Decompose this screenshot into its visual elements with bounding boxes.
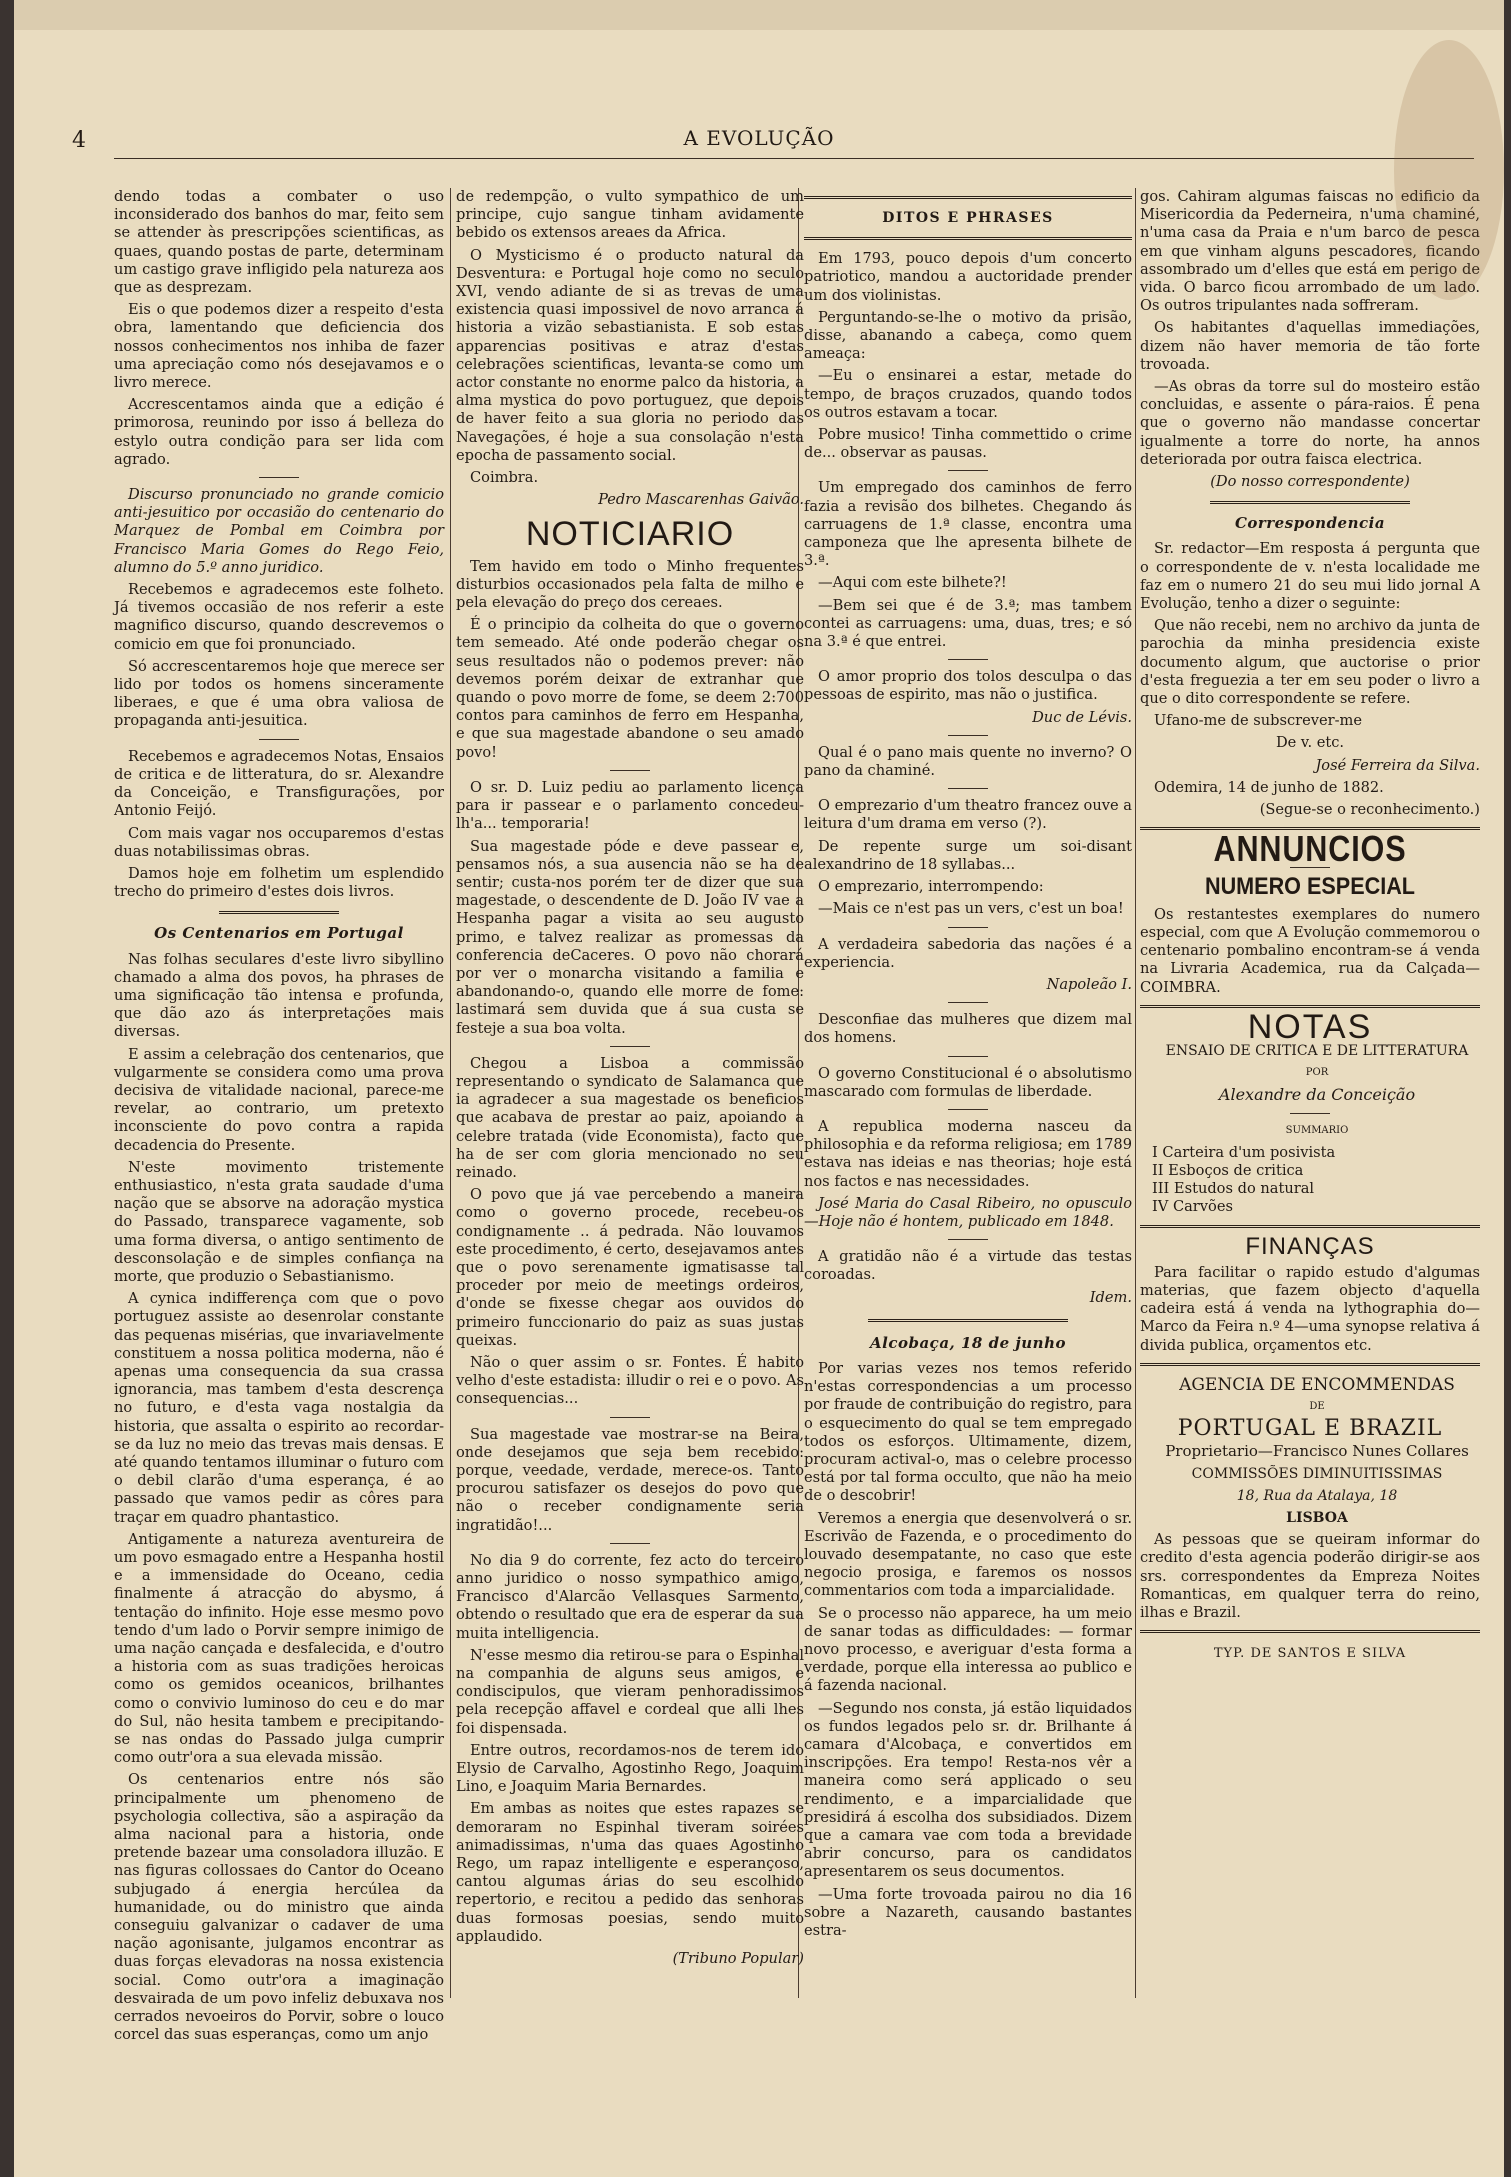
- place: Coimbra.: [470, 469, 539, 487]
- list-item: II Esboços de critica: [1152, 1161, 1304, 1179]
- attribution: Duc de Lévis.: [1032, 708, 1132, 726]
- separator: [948, 788, 988, 789]
- anecdote: O emprezario d'um theatro francez ouve a leitura d'um drama em verso (?).: [804, 797, 1132, 833]
- ad-text: ENSAIO DE CRITICA E DE LITTERATURA: [1165, 1042, 1469, 1059]
- separator: [948, 659, 988, 660]
- source: (Do nosso correspondente): [1210, 473, 1410, 491]
- separator: [948, 1002, 988, 1003]
- separator: [1140, 1630, 1480, 1633]
- anecdote: A gratidão não é a virtude das testas coroadas.: [804, 1248, 1132, 1284]
- paragraph: —As obras da torre sul do mosteiro estão concluidas, e assente o pára-raios. É pena que o governo não mandasse concertar igualmente a torre do norte, ha annos deteriorada por outra faisca electrica.: [1140, 378, 1480, 468]
- page-number: 4: [72, 128, 86, 153]
- separator: [948, 735, 988, 736]
- paragraph: Os habitantes d'aquellas immediações, dizem não haver memoria de tão forte trovoada.: [1140, 319, 1480, 373]
- anecdote: Perguntando-se-lhe o motivo da prisão, disse, abanando a cabeça, como quem ameaça:: [804, 308, 1132, 363]
- signature: José Ferreira da Silva.: [1315, 756, 1480, 774]
- newspaper-page: [14, 0, 1504, 2177]
- source: (Tribuno Popular): [672, 1950, 804, 1968]
- paragraph: Damos hoje em folhetim um esplendido trecho do primeiro d'estes dois livros.: [114, 864, 444, 901]
- paragraph: Recebemos e agradecemos Notas, Ensaios de critica e de litteratura, do sr. Alexandre da Conceição, e Transfigurações, por Antonio Feijó.: [114, 747, 444, 820]
- ad-text: As pessoas que se queiram informar do credito d'esta agencia poderão dirigir-se aos srs. correspondentes da Empreza Noites Romanticas, em qualquer terra do reino, ilhas e Brazil.: [1140, 1531, 1480, 1621]
- separator: [804, 196, 1132, 199]
- paragraph: Odemira, 14 de junho de 1882.: [1154, 778, 1384, 796]
- column-2: [456, 188, 804, 1972]
- separator: [1140, 1363, 1480, 1366]
- separator: [948, 1239, 988, 1240]
- separator: [868, 1319, 1068, 1322]
- column-divider: [1135, 188, 1136, 1998]
- separator: [610, 1543, 650, 1544]
- printer-imprint: TYP. DE SANTOS E SILVA: [1213, 1646, 1407, 1662]
- news-item: No dia 9 do corrente, fez acto do terceiro anno juridico o nosso sympathico amigo, Francisco d'Alarcão Vellasques Sarmento, obtendo o resultado que era de esperar da sua muita intelligencia.: [456, 1551, 804, 1642]
- masthead: A EVOLUÇÃO: [683, 126, 835, 150]
- news-item: Entre outros, recordamos-nos de terem ido Elysio de Carvalho, Agostinho Rego, Joaquim Lino, e Joaquim Maria Bernardes.: [456, 1741, 804, 1796]
- paragraph: —Segundo nos consta, já estão liquidados os fundos legados pelo sr. dr. Brilhante á camara d'Alcobaça, e convertidos em inscripções. Era tempo! Resta-nos vêr a maneira como será applicado o seu rendimento, e a imparcialidade que presidirá á escolha dos subsidiados. Dizem que a camara vae com toda a brevidade abrir concurso, para os candidatos apresentarem os seus documentos.: [804, 1699, 1132, 1881]
- paragraph: gos. Cahiram algumas faiscas no edificio da Misericordia da Pederneira, n'uma chaminé, n'uma casa da Praia e n'um barco de pesca em que vinham alguns pescadores, ficando assombrado um d'elles que está em perigo de vida. O barco ficou arrombado de um lado. Os outros tripulantes nada soffreram.: [1140, 188, 1480, 315]
- ad-text: LISBOA: [1286, 1509, 1348, 1526]
- ad-title: NOTAS: [1247, 1007, 1373, 1046]
- list-item: IV Carvões: [1152, 1198, 1233, 1216]
- ad-text: 18, Rua da Atalaya, 18: [1236, 1487, 1398, 1504]
- news-item: Chegou a Lisboa a commissão representando o syndicato de Salamanca que ia agradecer a sua magestade os beneficios que acabava de prestar ao paiz, apoiando a celebre tratada (vide Economista), facto que ha de ser com gloria mencionado no seu reinado.: [456, 1054, 804, 1181]
- separator: [948, 470, 988, 471]
- section-title: ANNUNCIOS: [1213, 828, 1407, 870]
- paragraph: Antigamente a natureza aventureira de um povo esmagado entre a Hespanha hostil e a immensidade do Oceano, cedia finalmente á atracção do abysmo, á tentação do infinito. Hoje esse mesmo povo tendo d'um lado o Porvir sempre inimigo de uma nação cançada e desfalecida, e d'outro a historia com as suas tradições heroicas como os gemidos oceanicos, brilhantes como o convivio luminoso do ceu e do mar do Sul, não hesita tambem e precipitando-se nas ondas do Passado julga cumprir como outr'ora a sua elevada missão.: [114, 1530, 444, 1767]
- paper-edge: [14, 0, 1504, 30]
- separator: [804, 237, 1132, 240]
- news-item: É o principio da colheita do que o governo tem semeado. Até onde poderão chegar os seus resultados não o podemos prever: não devemos porém deixar de extranhar que quando o povo morre de fome, se deem 2:700 contos para caminhos de ferro em Hespanha, e que sua magestade abandone o seu amado povo!: [456, 616, 804, 761]
- anecdote: —Aqui com este bilhete?!: [818, 574, 1007, 592]
- ad-text: Para facilitar o rapido estudo d'algumas materias, que fazem objecto d'aquella cadeira está á venda na lythographia do—Marco da Feira n.º 4—uma synopse relativa á divida publica, orçamentos etc.: [1140, 1263, 1480, 1354]
- news-item: Em ambas as noites que estes rapazes se demoraram no Espinhal tiveram soirées animadissimas, n'uma das quaes Agostinho Rego, um rapaz intelligente e esperançoso, cantou algumas árias do seu escolhido repertorio, e recitou a pedido das senhoras duas formosas poesias, sendo muito applaudido.: [456, 1800, 804, 1945]
- anecdote: —Eu o ensinarei a estar, metade do tempo, de braços cruzados, quando todos os outros estavam a tocar.: [804, 367, 1132, 421]
- paragraph: E assim a celebração dos centenarios, que vulgarmente se considera como uma prova decisiva de vitalidade nacional, parece-me revelar, ao contrario, um pretexto inconsciente do povo contra a rapida decadencia do Presente.: [114, 1045, 444, 1154]
- paragraph: Com mais vagar nos occuparemos d'estas duas notabilissimas obras.: [114, 824, 444, 860]
- anecdote: O amor proprio dos tolos desculpa o das pessoas de espirito, mas não o justifica.: [804, 668, 1132, 704]
- column-3: [804, 188, 1132, 1944]
- separator: [948, 927, 988, 928]
- anecdote: Um empregado dos caminhos de ferro fazia a revisão dos bilhetes. Chegando ás carruagens de 1.ª classe, encontra uma camponeza que lhe apresenta bilhete de 3.ª.: [804, 479, 1132, 570]
- anecdote: Pobre musico! Tinha commettido o crime de... observar as pausas.: [804, 426, 1132, 462]
- summary-list: [1140, 1144, 1480, 1217]
- news-item: Não o quer assim o sr. Fontes. É habito velho d'este estadista: illudir o rei e o povo. As consequencias...: [456, 1353, 804, 1408]
- column-4: [1140, 188, 1480, 1663]
- separator: [948, 1056, 988, 1057]
- anecdote: Em 1793, pouco depois d'um concerto patriotico, mandou a auctoridade prender um dos violinistas.: [804, 250, 1132, 304]
- news-item: Sua magestade póde e deve passear e, pensamos nós, a sua ausencia não se ha de sentir; custa-nos porém ter de dizer que sua magestade, o descendente de D. João IV vae a Hespanha pagar a visita ao seu augusto primo, e talvez realizar as promessas da conferencia deCaceres. O povo não chorará por ver o monarcha visitando a familia e abandonando-o, quando elle morre de fome: lastimará sem duvida que á sua custa se festeje a sua boa volta.: [456, 837, 804, 1037]
- signature: Pedro Mascarenhas Gaivão.: [598, 491, 804, 509]
- paragraph: Accrescentamos ainda que a edição é primorosa, reunindo por isso á belleza do estylo outra condição para ser lida com agrado.: [114, 396, 444, 468]
- anecdote: A republica moderna nasceu da philosophia e da reforma religiosa; em 1789 estava nas ideias e nas theorias; hoje está nos factos e nas necessidades.: [804, 1117, 1132, 1190]
- anecdote: De repente surge um soi-disant alexandrino de 18 syllabas...: [804, 837, 1132, 873]
- column-divider: [450, 188, 451, 1998]
- ad-text: Os restantestes exemplares do numero especial, com que A Evolução commemorou o centenario pombalino encontram-se á venda na Livraria Academica, rua da Calçada—COIMBRA.: [1140, 905, 1480, 996]
- anecdote: —Mais ce n'est pas un vers, c'est un boa!: [818, 900, 1124, 918]
- news-item: Tem havido em todo o Minho frequentes disturbios occasionados pela falta de milho e pela elevação do preço dos cereaes.: [456, 557, 804, 612]
- header-rule: [114, 158, 1474, 159]
- list-item: III Estudos do natural: [1152, 1180, 1315, 1198]
- ad-text: POR: [1305, 1067, 1329, 1079]
- ad-title: NUMERO ESPECIAL: [1204, 872, 1416, 900]
- paragraph: dendo todas a combater o uso inconsiderado dos banhos do mar, feito sem se attender às prescripções scientificas, as quaes, quando postas de parte, determinam um castigo grave infligido pela natureza aos que as desprezam.: [114, 188, 444, 297]
- paragraph: Recebemos e agradecemos este folheto. Já tivemos occasião de nos referir a este magnifico discurso, quando descrevemos o comicio em que foi pronunciado.: [114, 581, 444, 653]
- separator: [219, 911, 339, 914]
- section-title: Os Centenarios em Portugal: [154, 924, 404, 943]
- paragraph: Por varias vezes nos temos referido n'estas correspondencias a um processo por fraude de contribuição do registro, para o esquecimento do qual se tem empregado todos os esforços. Ultimamente, dizem, procuram actival-o, mas o celebre processo está por tal forma occulto, que não ha meio de o descobrir!: [804, 1359, 1132, 1505]
- attribution: Idem.: [1089, 1288, 1132, 1306]
- paragraph: Que não recebi, nem no archivo da junta de parochia da minha presidencia existe documento algum, que auctorise o prior d'esta freguezia a ter em seu poder o livro a que o dito correspondente se refere.: [1140, 617, 1480, 708]
- anecdote: O governo Constitucional é o absolutismo mascarado com formulas de liberdade.: [804, 1064, 1132, 1100]
- news-item: N'esse mesmo dia retirou-se para o Espinhal na companhia de alguns seus amigos, e condiscipulos, que vieram penhoradissimos pela recepção affavel e cordeal que alli lhes foi dispensada.: [456, 1646, 804, 1737]
- section-title: Alcobaça, 18 de junho: [870, 1333, 1066, 1352]
- column-1: [114, 188, 444, 2049]
- ad-text: DE: [1309, 1400, 1325, 1412]
- ad-text: SUMMARIO: [1285, 1124, 1349, 1136]
- news-item: O sr. D. Luiz pediu ao parlamento licença para ir passear e o parlamento concedeu-lh'a... temporaria!: [456, 778, 804, 833]
- ad-text: AGENCIA DE ENCOMMENDAS: [1179, 1374, 1455, 1395]
- paragraph: Eis o que podemos dizer a respeito d'esta obra, lamentando que deficiencia dos nossos conhecimentos nos inhiba de fazer uma apreciação como nós desejavamos e o livro merece.: [114, 301, 444, 392]
- section-title: DITOS E PHRASES: [882, 210, 1054, 226]
- paragraph: Veremos a energia que desenvolverá o sr. Escrivão de Fazenda, e o procedimento do louvado desempatante, no caso que este negocio prosiga, e faremos os nossos commentarios com toda a imparcialidade.: [804, 1509, 1132, 1600]
- paragraph: —Uma forte trovoada pairou no dia 16 sobre a Nazareth, causando bastantes estra-: [804, 1885, 1132, 1940]
- paragraph: A cynica indifferença com que o povo portuguez assiste ao desenrolar constante das pequenas misérias, que invariavelmente constituem a nossa politica moderna, não é apenas uma consequencia da sua crassa ignorancia, mas tambem d'esta descrença no futuro, e d'esta vaga nostalgia da historia, que assalta o espirito ao recordar-se da luz no meio das trevas mais densas. E até quando tentamos illuminar o futuro com o debil clarão d'uma esperança, é ao passado que vamos pedir as côres para traçar em quadro phantastico.: [114, 1290, 444, 1526]
- ad-title: PORTUGAL E BRAZIL: [1177, 1416, 1443, 1442]
- separator: [259, 739, 299, 740]
- paragraph: Os centenarios entre nós são principalmente um phenomeno de psychologia collectiva, são a aspiração da alma nacional para a historia, onde pretende bazear uma consoladora illuzão. E nas figuras collossaes do Cantor do Oceano subjugado á energia hercúlea da humanidade, ou do ministro que ainda conseguiu galvanizar o cadaver de uma nação agonisante, julgamos encontrar as duas forças elevadoras na nossa existencia social. Como outr'ora a imaginação desvairada de um povo infeliz debuxava nos cerrados nevoeiros do Porvir, sobre o louco corcel das suas esperanças, como um anjo: [114, 1771, 444, 2044]
- paragraph: Ufano-me de subscrever-me: [1154, 712, 1363, 730]
- ad-text: Proprietario—Francisco Nunes Collares: [1165, 1442, 1469, 1461]
- separator: [948, 1109, 988, 1110]
- section-title: Correspondencia: [1234, 514, 1386, 533]
- paragraph: Se o processo não apparece, ha um meio de sanar todas as difficuldades: — formar novo processo, e averiguar d'esta forma a verdade, porque ella interessa ao publico e á fazenda nacional.: [804, 1604, 1132, 1695]
- ad-text: Alexandre da Conceição: [1218, 1085, 1416, 1105]
- separator: [610, 1046, 650, 1047]
- ad-title: FINANÇAS: [1245, 1232, 1375, 1260]
- separator: [1290, 1113, 1330, 1114]
- paragraph: O Mysticismo é o producto natural da Desventura: e Portugal hoje como no seculo XVI, vendo adiante de si as trevas de uma existencia quasi impossivel de novo arranca á historia a vizão sebastianista. E sob estas apparencias positivas e atraz d'estas celebrações scientificas, levanta-se como um actor constante no enorme palco da historia, a alma mystica do povo portuguez, que depois de haver feito a sua gloria no periodo das Navegações, é hoje a sua consolação n'esta epocha de passamento social.: [456, 246, 804, 464]
- separator: [610, 1417, 650, 1418]
- list-item: I Carteira d'um posivista: [1152, 1143, 1336, 1161]
- paragraph: Só accrescentaremos hoje que merece ser lido por todos os homens sinceramente liberaes, e que é uma obra valiosa de propaganda anti-jesuitica.: [114, 657, 444, 730]
- news-item: O povo que já vae percebendo a maneira como o governo procede, recebeu-os condignamente .. á pedrada. Não louvamos este procedimento, é certo, desejavamos antes que o povo serenamente igmatisasse tal proceder por meio de meetings ordeiros, d'onde se fixesse chegar aos ouvidos do primeiro funccionario do paiz as suas justas queixas.: [456, 1186, 804, 1349]
- news-item: Sua magestade vae mostrar-se na Beira, onde desejamos que seja bem recebido: porque, veedade, verdade, merece-os. Tanto procurou satisfazer os desejos do povo que não o receber condignamente seria ingratidão!...: [456, 1425, 804, 1534]
- anecdote: Qual é o pano mais quente no inverno? O pano da chaminé.: [804, 743, 1132, 780]
- paragraph: De v. etc.: [1275, 734, 1345, 752]
- paragraph: Sr. redactor—Em resposta á pergunta que o correspondente de v. n'esta localidade me faz em o numero 21 do seu mui lido jornal A Evolução, tenho a dizer o seguinte:: [1140, 540, 1480, 613]
- section-title: NOTICIARIO: [525, 515, 735, 554]
- separator: [610, 770, 650, 771]
- anecdote: —Bem sei que é de 3.ª; mas tambem contei as carruagens: uma, duas, tres; e só na 3.ª é que entrei.: [804, 596, 1132, 651]
- separator: [1210, 501, 1410, 504]
- paragraph: Discurso pronunciado no grande comicio anti-jesuitico por occasião do centenario do Marquez de Pombal em Coimbra por Francisco Maria Gomes do Rego Feio, alumno do 5.º anno juridico.: [114, 486, 444, 576]
- anecdote: A verdadeira sabedoria das nações é a experiencia.: [804, 935, 1132, 971]
- attribution: Napoleão I.: [1046, 975, 1132, 993]
- separator: [1140, 1225, 1480, 1228]
- ad-text: COMMISSÕES DIMINUITISSIMAS: [1191, 1465, 1443, 1482]
- anecdote: Desconfiae das mulheres que dizem mal dos homens.: [804, 1011, 1132, 1047]
- paragraph: de redempção, o vulto sympathico de um principe, cujo sangue tinham avidamente bebido os extensos areaes da Africa.: [456, 188, 804, 242]
- paragraph: N'este movimento tristemente enthusiastico, n'esta grata saudade d'uma nação que se absorve na adoração mystica do Passado, transparece vagamente, sob uma forma diversa, o antigo sentimento de desconsolação e de simples confiança na morte, que produzio o Sebastianismo.: [114, 1158, 444, 1285]
- separator: [259, 477, 299, 478]
- paragraph: (Segue-se o reconhecimento.): [1259, 801, 1480, 819]
- paragraph: Nas folhas seculares d'este livro sibyllino chamado a alma dos povos, ha phrases de uma significação tão intensa e profunda, que dão azo ás interpretações mais diversas.: [114, 950, 444, 1041]
- attribution: José Maria do Casal Ribeiro, no opusculo—Hoje não é hontem, publicado em 1848.: [804, 1194, 1132, 1230]
- anecdote: O emprezario, interrompendo:: [818, 878, 1044, 896]
